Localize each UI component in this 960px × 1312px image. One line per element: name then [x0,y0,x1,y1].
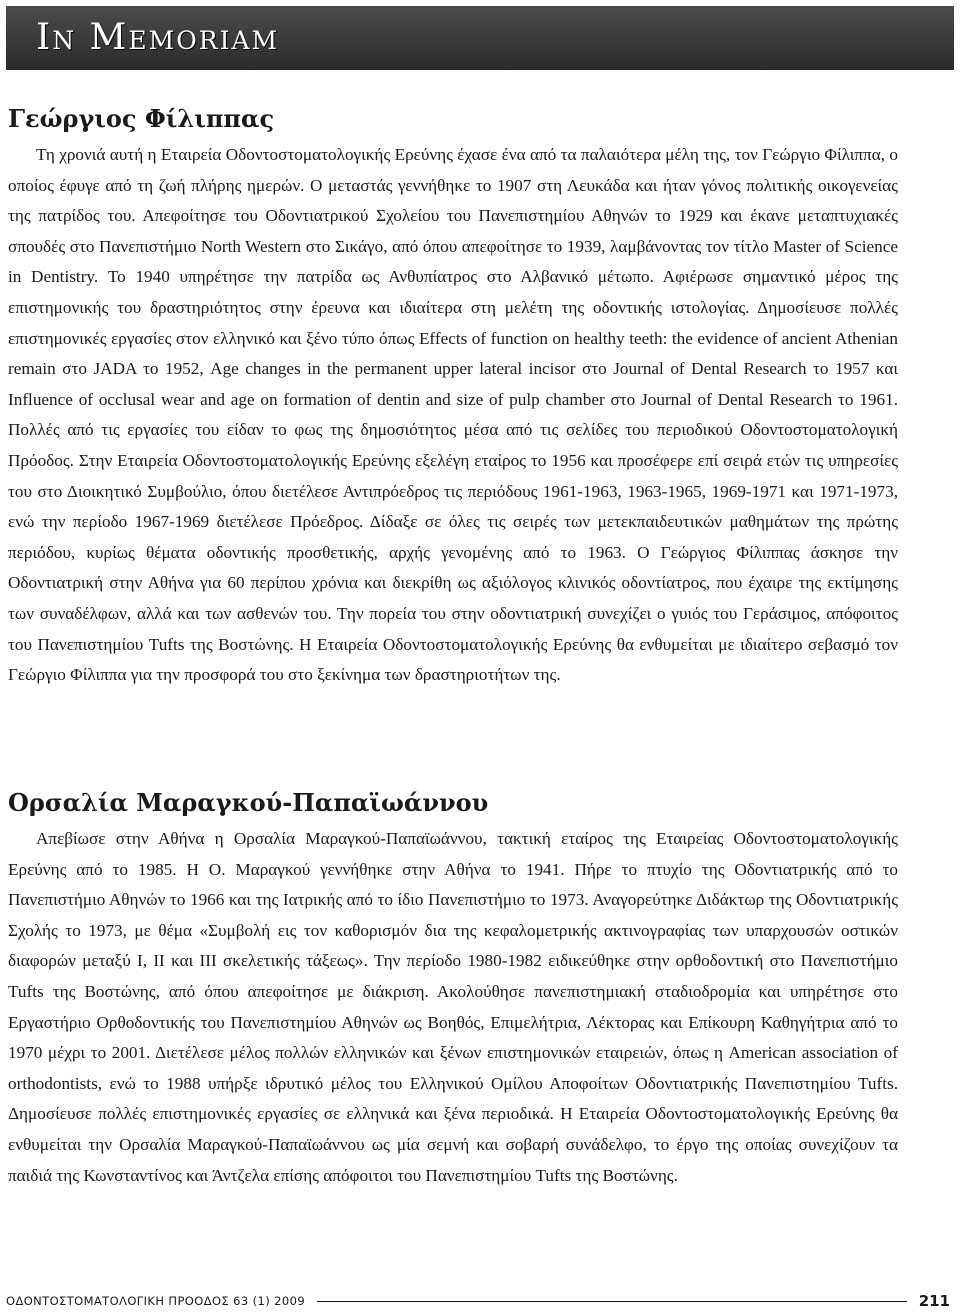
obituary-filippas [8,104,898,691]
footer-journal-name: ΟΔΟΝΤΟΣΤΟΜΑΤΟΛΟΓΙΚΗ ΠΡΟΟΔΟΣ 63 (1) 2009 [6,1294,306,1308]
section-banner [6,6,954,70]
obituary-name: Γεώργιος Φίλιππας [8,104,275,133]
obituary-text: Τη χρονιά αυτή η Εταιρεία Οδοντοστοματολογικής Ερεύνης έχασε ένα από τα παλαιότερα μέλη της, τον Γεώργιο Φίλιππα, ο οποίος έφυγε από τη ζωή πλήρης ημερών. Ο μεταστάς γεννήθηκε το 1907 στη Λευκάδα και ήταν γόνος πολιτικής οικογενείας της πατρίδος του. Απεφοίτησε του Οδοντιατρικού Σχολείου του Πανεπιστημίου Αθηνών το 1929 και έκανε μεταπτυχιακές σπουδές στο Πανεπιστήμιο North Western στο Σικάγο, από όπου απεφοίτησε το 1939, λαμβάνοντας τον τίτλο Master of Science in Dentistry. Το 1940 υπηρέτησε την πατρίδα ως Ανθυπίατρος στο Αλβανικό μέτωπο. Αφιέρωσε σημαντικό μέρος της επιστημονικής του δραστηριότητος στην έρευνα και ιδιαίτερα στη μελέτη της οδοντικής ιστολογίας. Δημοσίευσε πολλές επιστημονικές εργασίες στον ελληνικό και ξένο τύπο όπως Effects of function on healthy teeth: the evidence of ancient Athenian remain στο JADA το 1952, Age changes in the permanent upper lateral incisor στο Journal of Dental Research το 1957 και Influence of occlusal wear and age on formation of dentin and size of pulp chamber στο Journal of Dental Research το 1961. Πολλές από τις εργασίες του είδαν το φως της δημοσιότητος μέσα από τις σελίδες του περιοδικού Οδοντοστοματολογική Πρόοδος. Στην Εταιρεία Οδοντοστοματολογικής Ερεύνης εξελέγη εταίρος το 1956 και προσέφερε επί σειρά ετών τις υπηρεσίες του στο Διοικητικό Συμβούλιο, όπου διετέλεσε Αντιπρόεδρος τις περιόδους 1961-1963, 1963-1965, 1969-1971 και 1971-1973, ενώ την περίοδο 1967-1969 διετέλεσε Πρόεδρος. Δίδαξε σε όλες τις σειρές των μετεκπαιδευτικών μαθημάτων της πρώτης περιόδου, κυρίως θέματα οδοντικής προσθετικής, αρχής γενομένης από το 1963. Ο Γεώργιος Φίλιππας άσκησε την Οδοντιατρική στην Αθήνα για 60 περίπου χρόνια και διεκρίθη ως αξιόλογος κλινικός οδοντίατρος, που έχαιρε της εκτίμησης των συναδέλφων, αλλά και των ασθενών του. Την πορεία του στην οδοντιατρική συνεχίζει ο γυιός του Γεράσιμος, απόφοιτος του Πανεπιστημίου Tufts της Βοστώνης. Η Εταιρεία Οδοντοστοματολογικής Ερεύνης θα ενθυμείται με ιδιαίτερο σεβασμό τον Γεώργιο Φίλιππα για την προσφορά του στο ξεκίνημα των δραστηριοτήτων της. [8,145,898,685]
footer-rule [317,1301,907,1302]
obituary-maragkou [8,788,898,1191]
section-title: In Memoriam [36,17,280,58]
obituary-text: Απεβίωσε στην Αθήνα η Ορσαλία Μαραγκού-Παπαϊωάννου, τακτική εταίρος της Εταιρείας Οδοντοστοματολογικής Ερεύνης από το 1985. Η Ο. Μαραγκού γεννήθηκε στην Αθήνα το 1941. Πήρε το πτυχίο της Οδοντιατρικής από το Πανεπιστήμιο Αθηνών το 1966 και της Ιατρικής από το ίδιο Πανεπιστήμιο το 1973. Αναγορεύτηκε Διδάκτωρ της Οδοντιατρικής Σχολής το 1973, με θέμα «Συμβολή εις τον καθορισμόν δια της κεφαλομετρικής ακτινογραφίας των υπαρχουσών οστικών διαφορών μεταξύ Ι, ΙΙ και ΙΙΙ σκελετικής τάξεως». Την περίοδο 1980-1982 ειδικεύθηκε στην ορθοδοντική στο Πανεπιστήμιο Tufts της Βοστώνης, από όπου απεφοίτησε με διάκριση. Ακολούθησε πανεπιστημιακή σταδιοδρομία και υπηρέτησε στο Εργαστήριο Ορθοδοντικής του Πανεπιστημίου Αθηνών ως Βοηθός, Επιμελήτρια, Λέκτορας και Επίκουρη Καθηγήτρια από το 1970 μέχρι το 2001. Διετέλεσε μέλος πολλών ελληνικών και ξένων επιστημονικών εταιρειών, όπως η American association of orthodontists, ενώ το 1988 υπήρξε ιδρυτικό μέλος του Ελληνικού Ομίλου Αποφοίτων Οδοντιατρικής Πανεπιστημίου Tufts. Δημοσίευσε πολλές επιστημονικές εργασίες σε ελληνικά και ξένα περιοδικά. Η Εταιρεία Οδοντοστοματολογικής Ερεύνης θα ενθυμείται την Ορσαλία Μαραγκού-Παπαϊωάννου ως μία σεμνή και σοβαρή συνάδελφο, το έργο της οποίας συνεχίζουν τα παιδιά της Κωνσταντίνος και Άντζελα επίσης απόφοιτοι του Πανεπιστημίου Tufts της Βοστώνης. [8,829,898,1185]
obituary-name: Ορσαλία Μαραγκού-Παπαϊωάννου [8,788,489,817]
page-footer [6,1291,950,1311]
page-number: 211 [918,1292,950,1310]
